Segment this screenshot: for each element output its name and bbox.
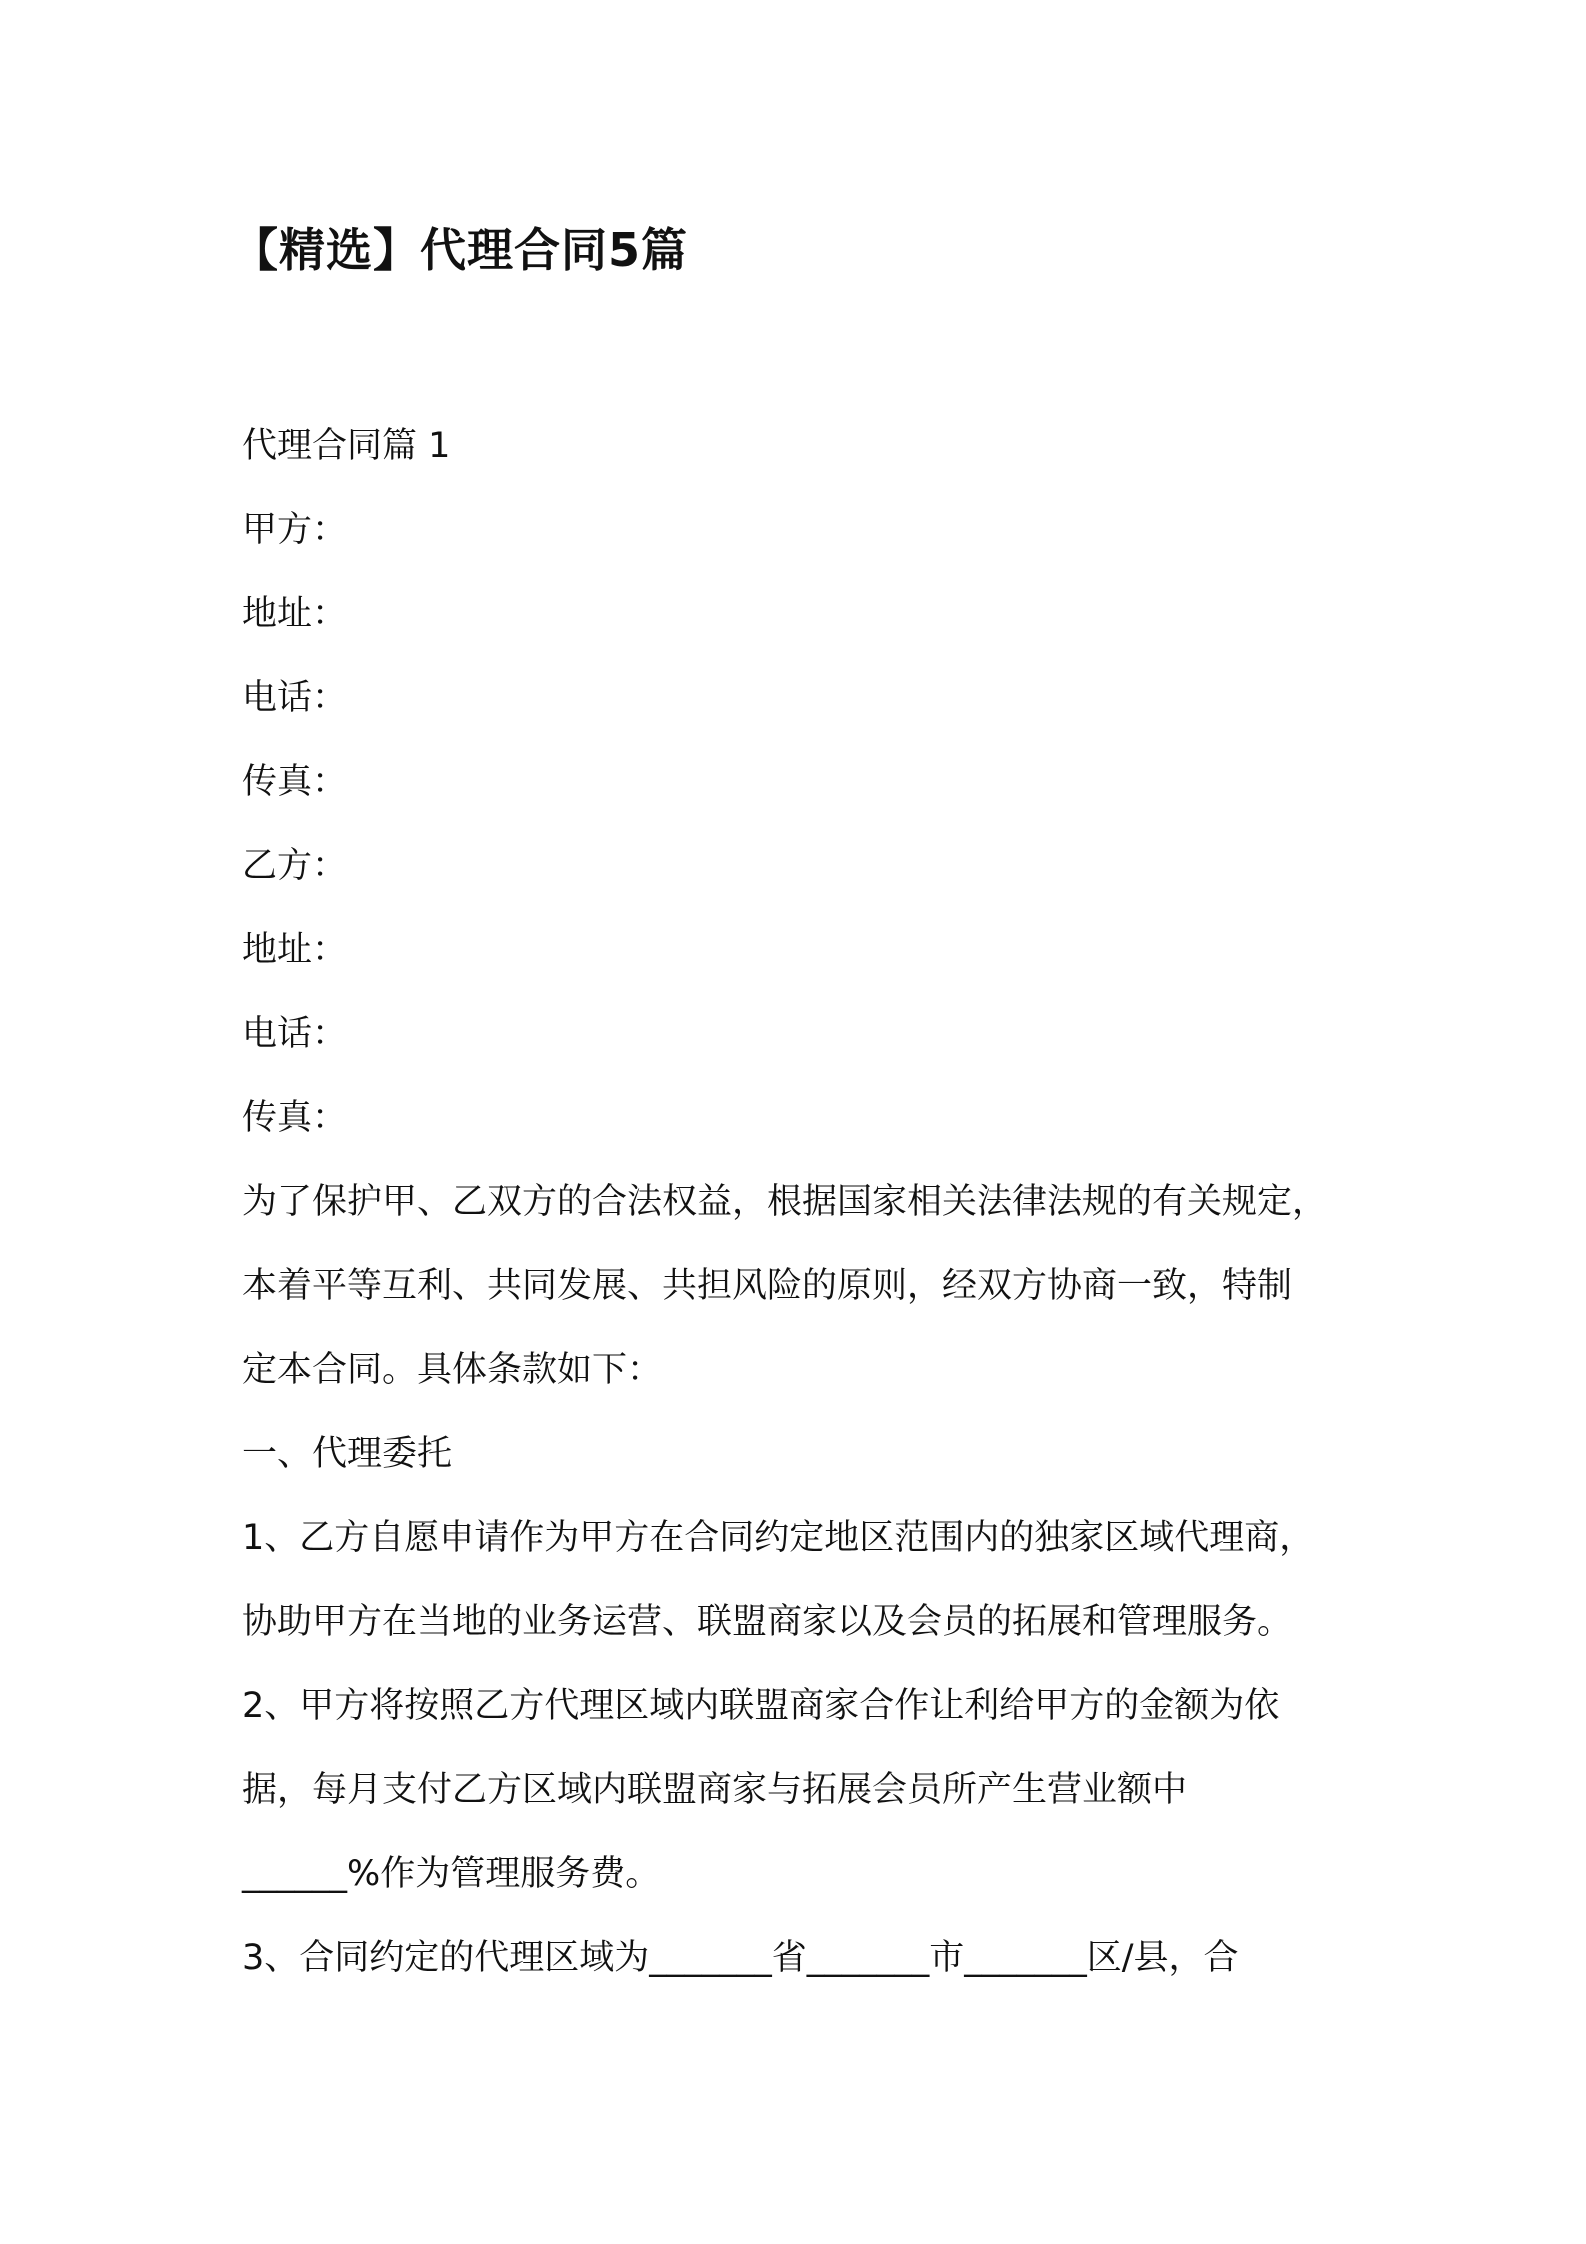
section-heading: 代理合同篇 1 (242, 426, 451, 466)
clause-item-line: 1、乙方自愿申请作为甲方在合同约定地区范围内的独家区域代理商， (242, 1518, 1315, 1558)
clause-item-1 (242, 1496, 1372, 1664)
clause-item-line: ______%作为管理服务费。 (242, 1854, 661, 1894)
preamble-paragraph (242, 1160, 1372, 1412)
clause-heading: 一、代理委托 (242, 1434, 453, 1474)
clause-item-line: 3、合同约定的代理区域为_______省_______市_______区/县，合 (242, 1938, 1239, 1978)
party-a-address: 地址： (242, 594, 348, 634)
preamble-line: 为了保护甲、乙双方的合法权益，根据国家相关法律法规的有关规定， (242, 1182, 1328, 1222)
party-a-fax: 传真： (242, 762, 348, 802)
clause-item-line: 2、甲方将按照乙方代理区域内联盟商家合作让利给甲方的金额为依 (242, 1686, 1280, 1726)
clause-item-line: 协助甲方在当地的业务运营、联盟商家以及会员的拓展和管理服务。 (242, 1602, 1293, 1642)
preamble-line: 本着平等互利、共同发展、共担风险的原则，经双方协商一致，特制 (242, 1266, 1293, 1306)
party-a-phone: 电话： (242, 678, 348, 718)
party-a-label: 甲方： (242, 510, 348, 550)
document-title: 【精选】代理合同5篇 (232, 223, 689, 277)
clause-item-line: 据，每月支付乙方区域内联盟商家与拓展会员所产生营业额中 (242, 1770, 1188, 1810)
preamble-line: 定本合同。具体条款如下： (242, 1350, 663, 1390)
document-body (242, 404, 1372, 2000)
party-b-label: 乙方： (242, 846, 348, 886)
clause-item-2 (242, 1664, 1372, 1916)
party-b-address: 地址： (242, 930, 348, 970)
party-b-phone: 电话： (242, 1014, 348, 1054)
clause-item-3 (242, 1916, 1372, 2000)
party-b-fax: 传真： (242, 1098, 348, 1138)
